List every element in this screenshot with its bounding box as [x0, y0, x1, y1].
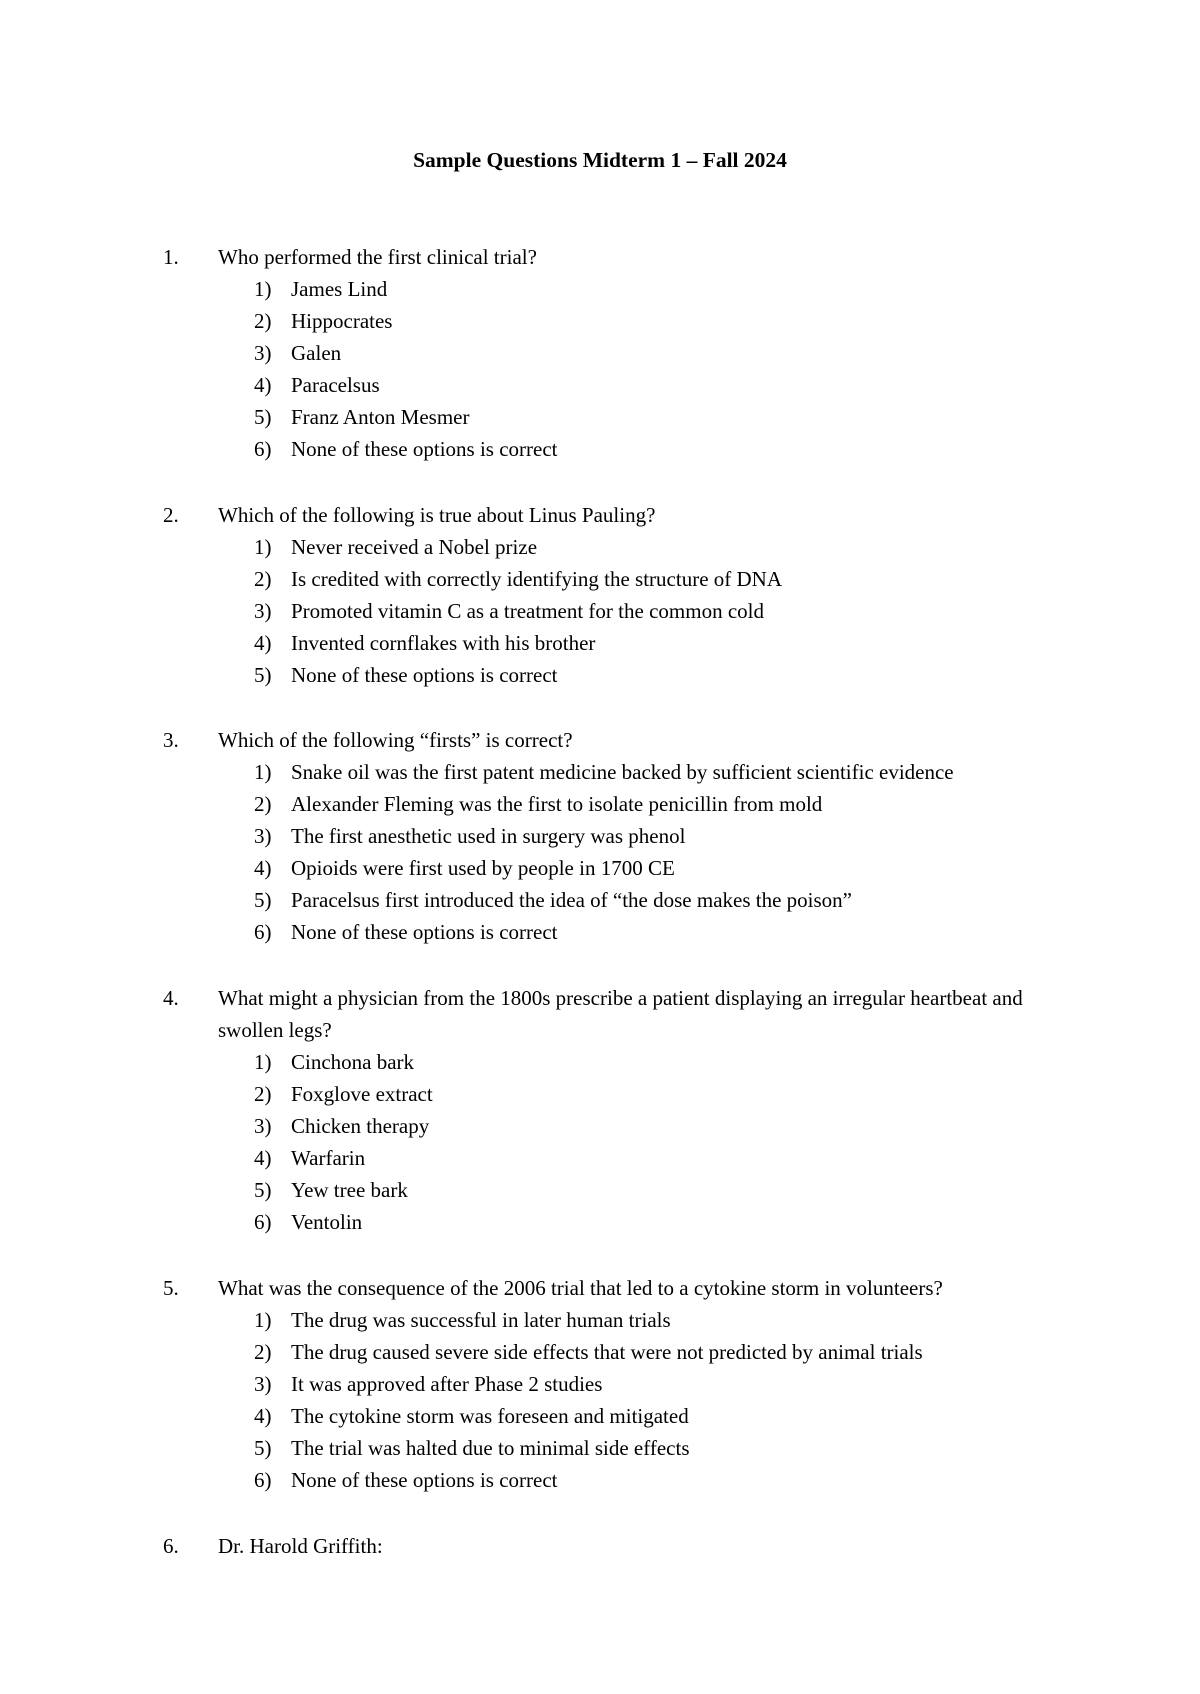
- option-number: 3): [254, 599, 272, 623]
- option-text: Paracelsus first introduced the idea of “the dose makes the poison”: [291, 888, 852, 912]
- answer-option: [0, 273, 1200, 305]
- answer-option: [0, 1206, 1200, 1238]
- option-number: 4): [254, 1146, 272, 1170]
- option-text: James Lind: [291, 277, 388, 301]
- option-text: Cinchona bark: [291, 1050, 415, 1074]
- option-text: Warfarin: [291, 1146, 366, 1170]
- answer-option: [0, 788, 1200, 820]
- question-number: 2.: [163, 503, 179, 527]
- option-number: 5): [254, 1178, 272, 1202]
- option-number: 6): [254, 1210, 272, 1234]
- option-number: 2): [254, 567, 272, 591]
- option-number: 1): [254, 277, 272, 301]
- answer-option: [0, 401, 1200, 433]
- option-text: The cytokine storm was foreseen and mitigated: [291, 1404, 689, 1428]
- answer-option: [0, 531, 1200, 563]
- answer-option: [0, 1368, 1200, 1400]
- option-number: 1): [254, 760, 272, 784]
- option-text: The trial was halted due to minimal side effects: [291, 1436, 690, 1460]
- option-number: 6): [254, 437, 272, 461]
- question-number: 4.: [163, 986, 179, 1010]
- option-text: Chicken therapy: [291, 1114, 430, 1138]
- option-number: 2): [254, 792, 272, 816]
- question-number: 6.: [163, 1534, 179, 1558]
- option-text: The drug was successful in later human trials: [291, 1308, 671, 1332]
- option-number: 5): [254, 1436, 272, 1460]
- question-number: 5.: [163, 1276, 179, 1300]
- option-number: 3): [254, 1114, 272, 1138]
- option-text: Is credited with correctly identifying the structure of DNA: [291, 567, 783, 591]
- question-text: Which of the following “firsts” is correct?: [218, 728, 573, 752]
- question-text: What might a physician from the 1800s prescribe a patient displaying an irregular heartbeat and swollen legs?: [218, 986, 1023, 1042]
- answer-option: [0, 337, 1200, 369]
- option-number: 5): [254, 888, 272, 912]
- option-text: Foxglove extract: [291, 1082, 433, 1106]
- option-number: 4): [254, 856, 272, 880]
- option-text: Promoted vitamin C as a treatment for the common cold: [291, 599, 764, 623]
- option-text: Yew tree bark: [291, 1178, 408, 1202]
- option-text: None of these options is correct: [291, 663, 558, 687]
- answer-option: [0, 884, 1200, 916]
- answer-options: [0, 531, 1200, 691]
- answer-option: [0, 1174, 1200, 1206]
- option-number: 6): [254, 920, 272, 944]
- answer-options: [0, 273, 1200, 465]
- answer-option: [0, 305, 1200, 337]
- answer-option: [0, 1464, 1200, 1496]
- question-number: 1.: [163, 245, 179, 269]
- option-text: Invented cornflakes with his brother: [291, 631, 596, 655]
- option-text: Snake oil was the first patent medicine backed by sufficient scientific evidence: [291, 760, 954, 784]
- document-title: Sample Questions Midterm 1 – Fall 2024: [413, 148, 787, 172]
- option-number: 1): [254, 535, 272, 559]
- option-number: 3): [254, 1372, 272, 1396]
- option-number: 6): [254, 1468, 272, 1492]
- answer-option: [0, 433, 1200, 465]
- option-text: Hippocrates: [291, 309, 393, 333]
- question-text: Who performed the first clinical trial?: [218, 245, 537, 269]
- option-number: 4): [254, 373, 272, 397]
- answer-option: [0, 595, 1200, 627]
- option-number: 1): [254, 1308, 272, 1332]
- option-text: None of these options is correct: [291, 1468, 558, 1492]
- answer-option: [0, 1142, 1200, 1174]
- option-number: 3): [254, 341, 272, 365]
- answer-option: [0, 1110, 1200, 1142]
- answer-option: [0, 1046, 1200, 1078]
- answer-option: [0, 659, 1200, 691]
- option-number: 5): [254, 663, 272, 687]
- answer-option: [0, 1400, 1200, 1432]
- option-text: It was approved after Phase 2 studies: [291, 1372, 603, 1396]
- option-text: Galen: [291, 341, 342, 365]
- question-text: Dr. Harold Griffith:: [218, 1534, 383, 1558]
- question-text: Which of the following is true about Linus Pauling?: [218, 503, 656, 527]
- answer-option: [0, 852, 1200, 884]
- answer-options: [0, 1046, 1200, 1238]
- option-text: None of these options is correct: [291, 437, 558, 461]
- option-text: Opioids were first used by people in 1700 CE: [291, 856, 675, 880]
- answer-option: [0, 369, 1200, 401]
- answer-options: [0, 1304, 1200, 1496]
- option-number: 1): [254, 1050, 272, 1074]
- answer-option: [0, 563, 1200, 595]
- answer-option: [0, 627, 1200, 659]
- answer-option: [0, 916, 1200, 948]
- answer-option: [0, 820, 1200, 852]
- option-text: The first anesthetic used in surgery was phenol: [291, 824, 686, 848]
- answer-option: [0, 756, 1200, 788]
- answer-option: [0, 1304, 1200, 1336]
- option-number: 2): [254, 1340, 272, 1364]
- option-number: 4): [254, 631, 272, 655]
- option-number: 4): [254, 1404, 272, 1428]
- option-number: 2): [254, 1082, 272, 1106]
- answer-option: [0, 1336, 1200, 1368]
- option-number: 3): [254, 824, 272, 848]
- option-text: Paracelsus: [291, 373, 380, 397]
- option-text: Never received a Nobel prize: [291, 535, 538, 559]
- option-text: Franz Anton Mesmer: [291, 405, 470, 429]
- option-text: The drug caused severe side effects that were not predicted by animal trials: [291, 1340, 923, 1364]
- option-text: Ventolin: [291, 1210, 363, 1234]
- answer-option: [0, 1432, 1200, 1464]
- answer-option: [0, 1078, 1200, 1110]
- option-text: None of these options is correct: [291, 920, 558, 944]
- question-number: 3.: [163, 728, 179, 752]
- option-number: 2): [254, 309, 272, 333]
- answer-options: [0, 756, 1200, 948]
- option-text: Alexander Fleming was the first to isolate penicillin from mold: [291, 792, 823, 816]
- question-text: What was the consequence of the 2006 trial that led to a cytokine storm in volunteers?: [218, 1276, 943, 1300]
- option-number: 5): [254, 405, 272, 429]
